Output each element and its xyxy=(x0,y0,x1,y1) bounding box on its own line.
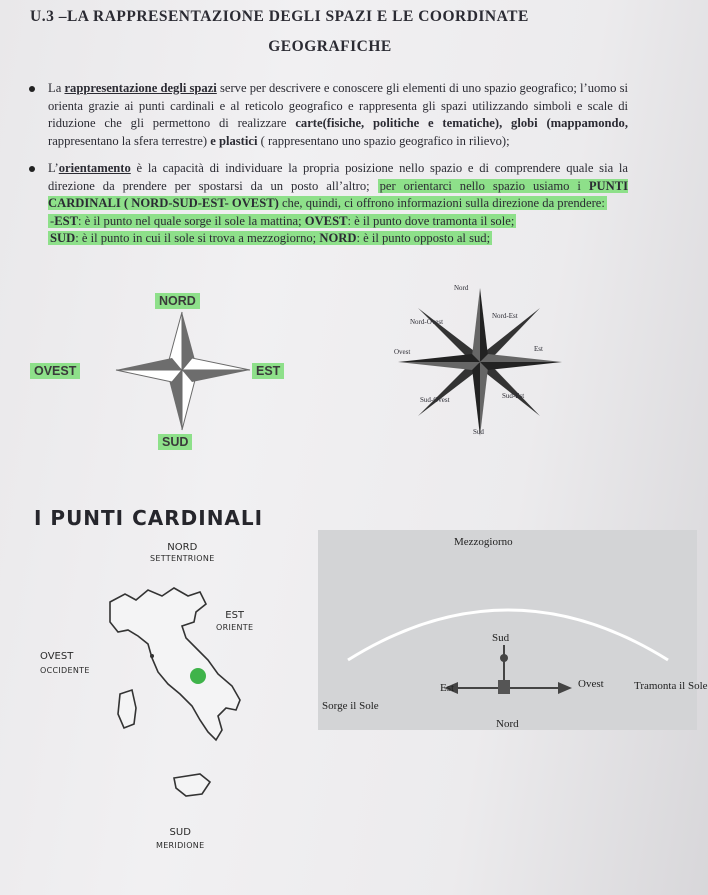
sun-label-noon: Mezzogiorno xyxy=(454,536,513,548)
compass-label-west: OVEST xyxy=(30,363,80,379)
sun-label-sud: Sud xyxy=(492,632,510,644)
bullet-dot xyxy=(29,166,35,172)
title-line-1: U.3 –LA RAPPRESENTAZIONE DEGLI SPAZI E LE COORDINATE xyxy=(30,8,529,25)
wind-rose-icon xyxy=(390,282,590,442)
term-orientamento: orientamento xyxy=(58,161,131,175)
page-title xyxy=(30,8,670,56)
sun-label-est: Est xyxy=(440,682,455,694)
compass-label-east: EST xyxy=(252,363,284,379)
rose-label-est: Est xyxy=(534,345,543,353)
rose-label-sud-est: Sud-Est xyxy=(502,392,525,400)
paragraph-rappresentazione: La rappresentazione degli spazi serve per descrivere e conoscere gli elementi di uno spazio geografico; l’uomo si orienta grazie ai punti cardinali e al reticolo geografico e rappresenta gli spazi utilizzando simboli e scale di riduzione che gli permettono di realizzare carte(fisiche, politiche e tematiche), globi (mappamondo, rappresentano la sfera terrestre) e plastici ( rappresentano uno spazio geografico in rilievo); xyxy=(48,80,628,150)
rose-label-nord-ovest: Nord-Ovest xyxy=(410,318,444,326)
bullet-dot xyxy=(29,86,35,92)
compass-four-points xyxy=(30,288,330,458)
highlight-text: per orientarci nello spazio usiamo i PUNTI CARDINALI ( NORD-SUD-EST- OVEST) che, quindi, ci offrono informazioni sulla direzione da prendere: xyxy=(48,178,628,210)
section-heading: I PUNTI CARDINALI xyxy=(34,506,264,530)
italy-label-west: OVEST OCCIDENTE xyxy=(40,651,90,675)
sun-label-ovest: Ovest xyxy=(578,678,604,690)
italy-label-south: SUD MERIDIONE xyxy=(156,827,205,850)
rose-label-nord-est: Nord-Est xyxy=(492,312,518,320)
compass-eight-points xyxy=(390,282,590,442)
highlight-text: SUD: è il punto in cui il sole si trova a mezzogiorno; NORD: è il punto opposto al sud; xyxy=(50,231,491,245)
term-rappresentazione: rappresentazione degli spazi xyxy=(64,81,217,95)
italy-label-north: NORD SETTENTRIONE xyxy=(150,542,215,563)
title-line-2: GEOGRAFICHE xyxy=(268,38,392,55)
sun-label-sunset: Tramonta il Sole xyxy=(634,680,708,692)
paragraph-orientamento: L’orientamento è la capacità di individuare la propria posizione nello spazio e di comprendere quale sia la direzione da prendere per spostarsi da un posto all’altro; per orientarci nello spazio usiamo i PUNTI CARDINALI ( NORD-SUD-EST- OVEST) che, quindi, ci offrono informazioni sulla direzione da prendere: -EST: è il punto nel quale sorge il sole la mattina; OVEST: è il punto dove tramonta il sole; SUD: è il punto in cui il sole si trova a mezzogiorno; NORD: è il punto opposto al sud; xyxy=(48,160,628,248)
rose-label-ovest: Ovest xyxy=(394,348,411,356)
sun-label-sunrise: Sorge il Sole xyxy=(322,700,379,712)
highlight-text: -EST: è il punto nel quale sorge il sole la mattina; OVEST: è il punto dove tramonta il sole; xyxy=(50,213,515,228)
italy-label-east: EST ORIENTE xyxy=(216,610,254,632)
highlight-dot-icon xyxy=(190,668,206,684)
rose-label-sud-ovest: Sud-Ovest xyxy=(420,396,450,404)
rose-label-sud: Sud xyxy=(473,428,484,436)
sun-path-diagram xyxy=(318,530,708,730)
compass-label-south: SUD xyxy=(158,434,192,450)
italy-map-figure xyxy=(40,540,280,860)
sun-label-nord: Nord xyxy=(496,718,519,730)
rose-label-nord: Nord xyxy=(454,284,469,292)
compass-label-north: NORD xyxy=(155,293,200,309)
